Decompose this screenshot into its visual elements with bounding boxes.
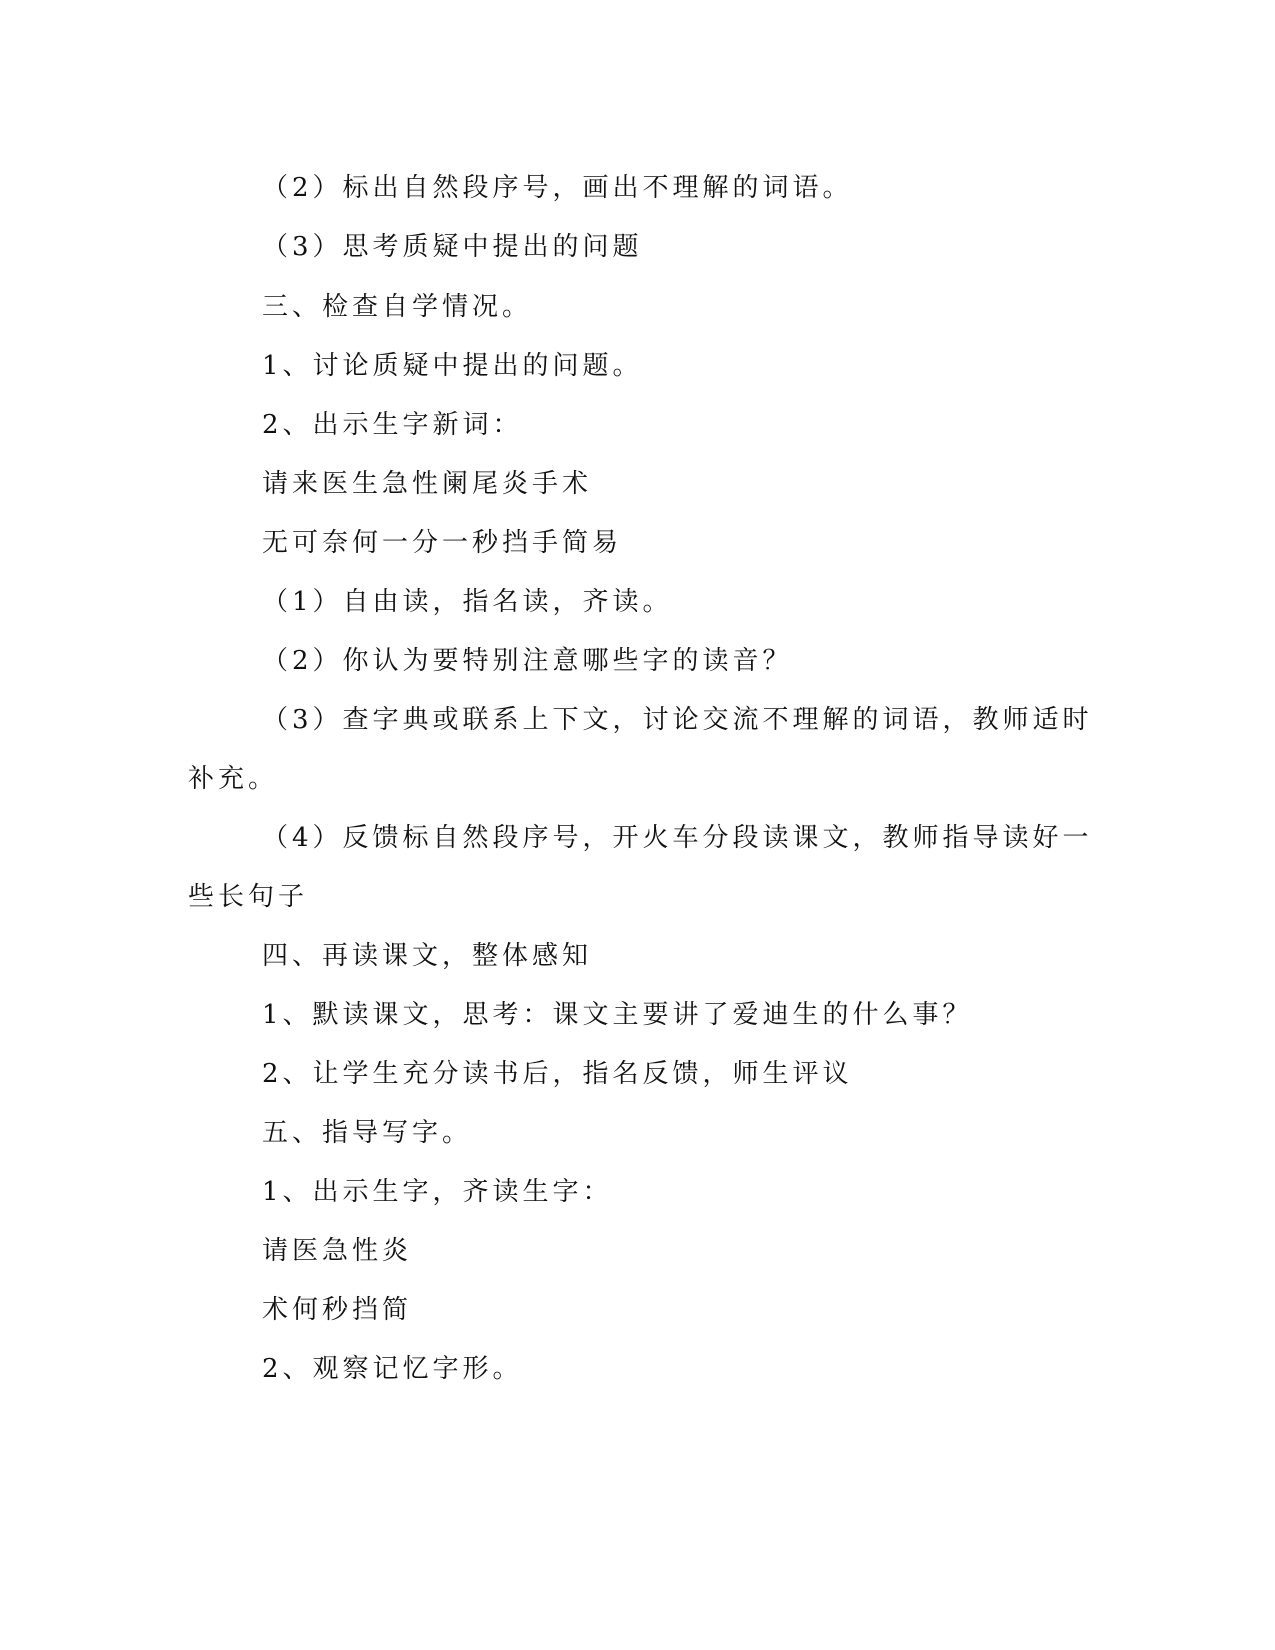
text-line: （2）标出自然段序号，画出不理解的词语。 <box>262 173 853 203</box>
text-line: 2、让学生充分读书后，指名反馈，师生评议 <box>262 1059 853 1089</box>
vocabulary-line: 请来医生急性阑尾炎手术 <box>262 469 593 499</box>
text-line: 1、出示生字，齐读生字： <box>262 1177 613 1207</box>
text-line: （3）思考质疑中提出的问题 <box>262 232 643 262</box>
text-line: （2）你认为要特别注意哪些字的读音？ <box>262 646 793 676</box>
vocabulary-line: 无可奈何一分一秒挡手简易 <box>262 528 623 558</box>
text-line-continuation: 些长句子 <box>188 882 309 912</box>
section-heading: 四、再读课文，整体感知 <box>262 941 593 971</box>
text-line-continuation: 补充。 <box>188 764 279 794</box>
section-heading: 五、指导写字。 <box>262 1118 473 1148</box>
vocabulary-line: 请医急性炎 <box>262 1236 413 1266</box>
section-heading: 三、检查自学情况。 <box>262 292 533 322</box>
vocabulary-line: 术何秒挡简 <box>262 1295 413 1325</box>
text-line: 1、讨论质疑中提出的问题。 <box>262 351 643 381</box>
text-line: （1）自由读，指名读，齐读。 <box>262 587 673 617</box>
text-line: 2、出示生字新词： <box>262 410 523 440</box>
text-line: （4）反馈标自然段序号，开火车分段读课文，教师指导读好一 <box>262 823 1093 853</box>
text-line: 1、默读课文，思考：课文主要讲了爱迪生的什么事？ <box>262 1000 973 1030</box>
text-line: （3）查字典或联系上下文，讨论交流不理解的词语，教师适时 <box>262 705 1093 735</box>
text-line: 2、观察记忆字形。 <box>262 1354 523 1384</box>
